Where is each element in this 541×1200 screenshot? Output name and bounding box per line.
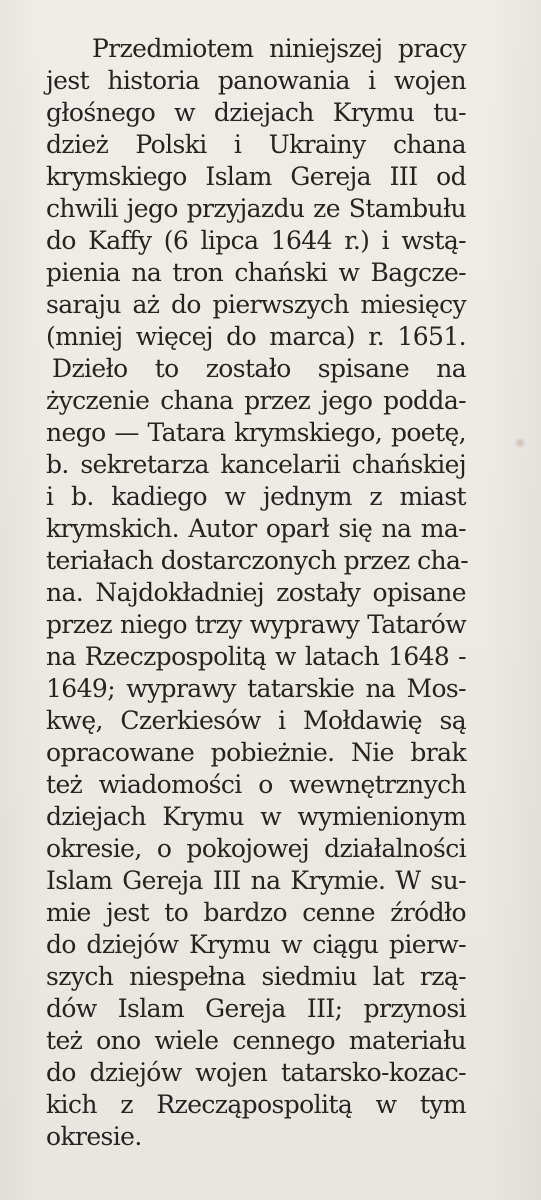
text-line: chwili jego przyjazdu ze Stambułu xyxy=(46,194,466,223)
text-line: krymskich. Autor oparł się na ma- xyxy=(46,514,466,543)
text-line: 1649; wyprawy tatarskie na Mos- xyxy=(46,674,466,703)
paper-smudge xyxy=(513,438,527,448)
text-line: do dziejów Krymu w ciągu pierw- xyxy=(46,930,466,959)
text-line: kwę, Czerkiesów i Mołdawię są xyxy=(46,706,466,735)
text-line: Dzieło to zostało spisane na xyxy=(52,354,466,383)
text-line: pienia na tron chański w Bagcze- xyxy=(46,258,466,287)
text-line: mie jest to bardzo cenne źródło xyxy=(46,898,466,927)
text-line: krymskiego Islam Gereja III od xyxy=(46,162,466,191)
text-line: nego — Tatara krymskiego, poetę, xyxy=(46,418,466,447)
text-line: też wiadomości o wewnętrznych xyxy=(46,770,466,799)
text-line: saraju aż do pierwszych miesięcy xyxy=(46,290,466,319)
text-line: kich z Rzecząpospolitą w tym xyxy=(46,1090,466,1119)
text-line: Islam Gereja III na Krymie. W su- xyxy=(46,866,466,895)
text-line: dzież Polski i Ukrainy chana xyxy=(46,130,466,159)
text-line: do Kaffy (6 lipca 1644 r.) i wstą- xyxy=(46,226,466,255)
text-line: okresie, o pokojowej działalności xyxy=(46,834,466,863)
body-text xyxy=(46,33,469,1153)
text-line: jest historia panowania i wojen xyxy=(46,66,466,95)
text-line: do dziejów wojen tatarsko-kozac- xyxy=(46,1058,466,1087)
text-line: szych niespełna siedmiu lat rzą- xyxy=(46,962,466,991)
paragraph-1 xyxy=(46,33,466,353)
text-line: przez niego trzy wyprawy Tatarów xyxy=(46,610,466,639)
text-line: opracowane pobieżnie. Nie brak xyxy=(46,738,466,767)
text-line: głośnego w dziejach Krymu tu- xyxy=(46,98,466,127)
text-line: na. Najdokładniej zostały opisane xyxy=(46,578,466,607)
text-line: i b. kadiego w jednym z miast xyxy=(46,482,466,511)
text-line: teriałach dostarczonych przez cha- xyxy=(46,546,469,575)
text-line: (mniej więcej do marca) r. 1651. xyxy=(46,322,466,351)
paragraph-2 xyxy=(46,353,469,1153)
text-line: okresie. xyxy=(46,1122,142,1151)
text-line: Przedmiotem niniejszej pracy xyxy=(92,34,466,63)
text-line: dów Islam Gereja III; przynosi xyxy=(46,994,466,1023)
text-line: życzenie chana przez jego poddа- xyxy=(46,386,466,415)
text-line: dziejach Krymu w wymienionym xyxy=(46,802,466,831)
text-line: też ono wiele cennego materiału xyxy=(46,1026,466,1055)
text-line: na Rzeczpospolitą w latach 1648 - xyxy=(46,642,466,671)
text-line: b. sekretarza kancelarii chańskiej xyxy=(46,450,466,479)
